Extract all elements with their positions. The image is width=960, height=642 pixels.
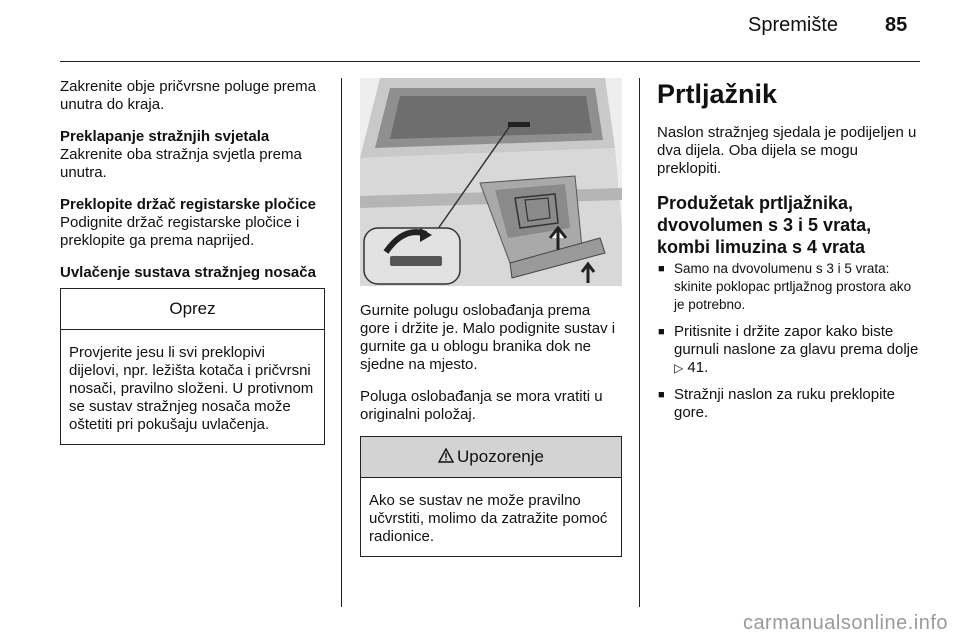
column-left xyxy=(60,78,325,445)
plate-subheading: Preklopite držač registarske pločice xyxy=(60,196,316,213)
release-lever-paragraph: Gurnite polugu oslobađanja prema gore i držite je. Malo podignite sustav i gurnite ga u oblogu branika dok ne sjedne na mjesto. xyxy=(360,302,616,373)
rear-carrier-drawing xyxy=(360,78,622,286)
plate-paragraph: Podignite držač registarske pločice i preklopite ga prema naprijed. xyxy=(60,214,300,249)
column-right xyxy=(657,78,923,431)
rear-carrier-illustration xyxy=(360,78,622,286)
instruction-list xyxy=(657,260,923,422)
subsection-heading: Produžetak prtljažnika, dvovolumen s 3 i 5 vrata, kombi limuzina s 4 vrata xyxy=(657,193,872,257)
page-reference-number[interactable]: 41. xyxy=(687,359,709,376)
column-divider-1 xyxy=(341,78,342,607)
header-rule xyxy=(60,61,920,62)
caution-box xyxy=(60,288,325,445)
list-item: ■ Stražnji naslon za ruku preklopite gore. xyxy=(657,386,923,422)
warning-title-bar xyxy=(361,437,621,478)
intro-paragraph: Zakrenite obje pričvrsne poluge prema unutra do kraja. xyxy=(60,78,316,113)
retract-subheading: Uvlačenje sustava stražnjeg nosača xyxy=(60,264,316,281)
column-divider-2 xyxy=(639,78,640,607)
page-header-title: Spremište xyxy=(748,14,839,36)
caution-title: Oprez xyxy=(61,289,324,330)
list-item xyxy=(657,323,923,377)
warning-box xyxy=(360,436,622,557)
watermark: carmanualsonline.info xyxy=(742,612,948,634)
list-item-text: Pritisnite i držite zapor kako biste gurnuli naslone za glavu prema dolje xyxy=(674,323,919,358)
page-number: 85 xyxy=(885,14,908,36)
lights-subheading: Preklapanje stražnjih svjetala xyxy=(60,128,270,145)
warning-title: Upozorenje xyxy=(457,447,544,466)
list-item: ■ Samo na dvovolumenu s 3 i 5 vrata: skinite poklopac prtljažnog prostora ako je potrebno. xyxy=(657,260,923,314)
lever-return-paragraph: Poluga oslobađanja se mora vratiti u originalni položaj. xyxy=(360,388,603,423)
section-heading: Prtljažnik xyxy=(657,79,778,109)
lights-paragraph: Zakrenite oba stražnja svjetla prema unutra. xyxy=(60,146,302,181)
page-reference-icon: ▷ xyxy=(674,361,684,375)
warning-triangle-icon xyxy=(438,448,454,467)
warning-body: Ako se sustav ne može pravilno učvrstiti, molimo da zatražite pomoć radionice. xyxy=(369,492,608,545)
section-intro: Naslon stražnjeg sjedala je podijeljen u dva dijela. Oba dijela se mogu preklopiti. xyxy=(657,124,917,177)
caution-body: Provjerite jesu li svi preklopivi dijelovi, npr. ležišta kotača i pričvrsni nosači, pravilno složeni. U protivnom se sustav stražnjeg nosača može oštetiti pri pokušaju uvlačenja. xyxy=(69,344,314,433)
column-middle xyxy=(360,302,622,557)
